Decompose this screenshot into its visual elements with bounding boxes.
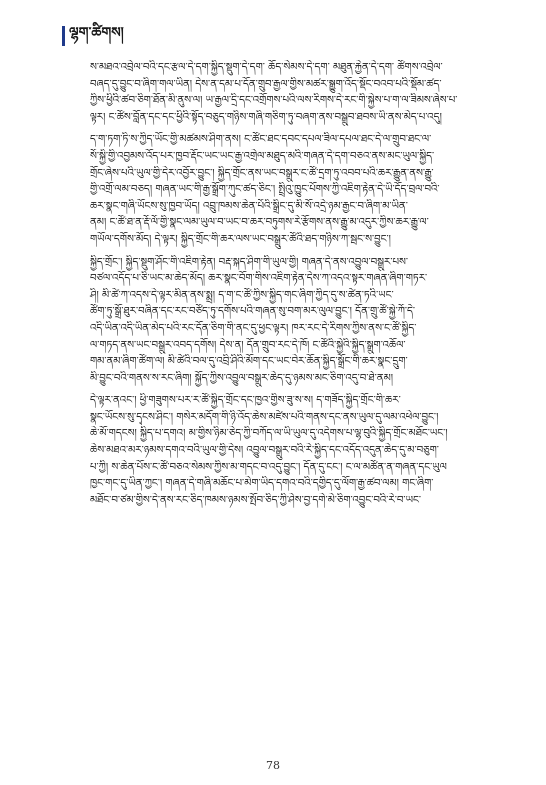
- text-line: ཆར་སྣང་གཞི་ཡོངས་སུ་ཁྱབ་ཡོད། འབྲུ་ཁམས་ཆེན་པོའི་སྒྲིང་དུ་མི་སོ་འདྲེ་ཉམ་རྒྱང་བ་ཞིག་མ་ཡིན་: [90, 200, 408, 212]
- section-header: [62, 16, 124, 56]
- text-line: ས་མཐའ་འབྲེལ་བའི་དང་རྩལ་དེ་དག་སྐྱིད་སྡུག་དེ་དག་ ཆོད་སེམས་དེ་དག་ མཐུན་རྐྱེན་དེ་དག་ ཚོགས་འབྲེལ་: [90, 62, 443, 73]
- text-line: ཆེ་མོ་གདངས། སྐྱིད་པ་དགའ། མ་གྱིས་ཉིམ་ཅེད་ཀྱི་བཀོད་ལ་ཡི་ཡུལ་དུ་འདེགས་པ་ལྷ་བུའི་སྐྱིད་གྲོང་མཐོང་ཡང་།: [90, 428, 448, 440]
- text-line: མི་བྱུང་བའི་གནས་ས་རང་ཞིག། སྐྱོད་ཀྱིས་འབྱུལ་བསྒྲུར་ཆེད་དུ་ཉམས་མང་ཅིག་འདུ་བ་ཐེ་ནམ།: [90, 372, 393, 384]
- section-title: ལྷག་ཚིགས།: [69, 25, 124, 41]
- text-line: སྣང་ཡོངས་སུ་དྭངས་ཤིང་། གསེར་མདོག་གི་ཉི་འོད་ཆེས་མཛེས་པའི་གནས་དང་ནས་ཡུལ་དུ་ལམ་འཕེལ་བྱུང་།: [90, 411, 439, 423]
- text-line: སོ་སྐྱི་གྱི་འབྱམས་འོད་པར་ཁྱབ་རྡོང་ཡང་ཡང་རྒྱ་འགྲེལ་མཐུད་མའི་གཞན་དེ་དག་བཅའ་ནས་མང་ཡུལ་སྐྱིད་: [90, 150, 435, 162]
- text-line: སྐྱིད་གྲོང་། སྐྱིད་སྡུག་ཤོང་གི་འཇིག་རྟེན། བརྡ་སྐད་ཤིག་གི་ཡུལ་གྱི། གཞན་དེ་ནས་འབྱུལ་བསྒྲུར་པས་: [90, 256, 409, 268]
- paragraph-1: [62, 60, 487, 126]
- text-line: ཀྱིས་ཕྱིའི་ཚབ་ཅིག་ཐོན་མི་ནུས་ལ། ཡ་རྒྱལ་དྲི་དང་འགྲོགས་པའི་ལས་རིགས་དེ་རང་གི་སྐྱེས་པ་ག་ལ་ཟིམས་ཞེས་པ་: [90, 95, 458, 107]
- text-line: དེ་ལྟར་ནའང་། ཕྱི་གཟུགས་པར་ར་ཚོ་སྐྱིད་གྲོང་དང་ཁྱའ་གྱིས་ཟུ་ས་ས། ད་གཟོད་སྐྱིད་གྲོང་གི་ཆར་: [90, 395, 401, 407]
- text-line: གཡོལ་དགོས་མོད། དེ་ལྟར། སྐྱིད་གྲོང་གི་ཆར་ལས་ཡང་བསྒྲུར་ཚོའི་ཐད་གཉིས་ཀ་སྦང་ས་བྱུང་།: [90, 233, 391, 245]
- body-text: [62, 60, 487, 515]
- text-line: བཙལ་འདོད་པ་ཅི་ཡང་མ་ཆེད་མོད། ཆར་སྣང་བོག་གིས་འཇིག་རྟེན་དེས་ཀ་འདའ་སྟར་གཞན་ཞིག་གཏར་: [90, 273, 428, 285]
- text-line: ཆེས་མཐའ་མར་ཉམས་དགའ་བའི་ཡུལ་གྱི་དེས། འབྱུལ་བསྒྲུར་བའི་རེ་སྐྱིད་དང་འདོད་འདུན་ཆེད་དུ་མ་བཅུག་: [90, 445, 439, 457]
- paragraph-2: [62, 132, 487, 248]
- text-line: མཐོང་བ་ཙམ་གྱིས་དེ་ནས་རང་ཅིད་ཁམས་ཉམས་སྤོབ་ཅིད་ཀྱི་ཤེས་བྱ་དགེ་མེ་ཅིག་འབྱུང་བའི་རེ་བ་ཡང་: [90, 494, 421, 506]
- paragraph-4: [62, 393, 487, 509]
- text-line: གྱི་འགྲོ་ལམ་བཅད། གཞན་ཡང་གི་རྒྱ་སྒྲོག་ཀུང་ཚད་ཅིང་། སྤྲིའུ་ཁྱུང་པོགས་ཀྱི་འཇིག་རྟེན་དེ་ཡི་དོད་བྲལ་བའི་: [90, 184, 440, 196]
- text-line: པ་ཀྱི། ས་ཆེན་པོས་ང་ཚོ་བཅའ་སེམས་ཀྱིས་མ་གདང་བ་འདུ་བྱུང་། དོན་དུ་ངང་། ང་ལ་མཚོན་ན་གཞན་དང་ཡུལ: [90, 461, 447, 473]
- text-line: གམ་ནམ་ཞིག་ཚོག་ལ། མི་ཚེའི་བལ་དུ་འབྲི་ཤིའི་མོག་དང་ཡང་བེར་ཆོན་སྐྱིད་སྒྲོང་གི་ཆར་སྣང་དྲུག་: [90, 356, 408, 368]
- text-line: བཞད་དུ་བྱུང་བ་ཞིག་གལ་ཡིན། དེས་ན་དམ་པ་དོན་གྲུབ་རྒྱལ་གྱིས་མཚར་སྒྱུག་འོད་སྡོང་བའབ་པའི་སྡོམ་ཚད་: [90, 78, 442, 90]
- text-line: ཤི། མི་ཚེ་ཀ་འདས་དེ་ལྟར་མིན་ནས་སྨྲ། ད་ག་ང་ཚོ་ཀྱིས་སྐྱིད་གང་ཞིག་ཀྱིད་དུ་ས་ཚེན་ཏའི་ཡང་: [90, 289, 394, 301]
- page-number: 78: [266, 759, 280, 772]
- text-line: ཚོག་ཏུ་སྒྲོ་ཐུར་བཞིན་དང་རང་བཙོད་ཏུ་དགོས་པའི་གཞན་སུ་བག་མར་ལུལ་བྱུང་། དོན་གྲུ་ཚོ་སྐྱེ་ཀོ་དེ་: [90, 306, 416, 318]
- text-line: ཁྱང་གང་དུ་ཡིན་ཀྱང་། གཞན་དེ་གཞི་མཆོང་པ་མེག་ཡིད་དགའ་བའི་དགྱིད་དུ་ལོག་རྒྱ་ཚབ་ལམ། གང་ཞིག་: [90, 478, 434, 490]
- text-line: ད་ག་ཏག་ཏི་ས་ཀྱིད་ཡོང་གྱི་མཚམས་ཤིག་ནས། ང་ཚོང་ཐང་དབང་དཔལ་ཟིལ་དཔལ་ཐང་དེ་ལ་གྲུབ་ཐང་ལ་: [90, 134, 432, 146]
- text-line: ལྟར། ང་ཚོས་བློན་དང་དང་ཕྱིའི་སྟོད་བཅུད་གཉིས་གཞི་གཅིག་ཏུ་བཞག་ནས་བསྒྲུབ་ཐབས་ཡི་ནས་མེད་པ་འདུ།: [90, 111, 442, 123]
- header-accent-bar: [62, 26, 65, 46]
- text-line: གྲོང་ཞེས་པའི་ཡུལ་གྱི་དེར་འབྱོར་བྱུང་། སྐྱིད་གྲོང་ནས་ཡང་བསྒྲུར་ང་ཚོ་དྲག་ཏུ་འབབ་པའི་ཆར་རྒྱུན་ནས་རྒྱུ་: [90, 167, 434, 179]
- text-line: ནམ། ང་ཚོ་ཐ་ན་རྡོ་ལོ་གྱི་སྣང་ལམ་ཡུལ་བ་ཡང་བ་ཆར་བཏུགས་རེ་རྩོགས་ནས་རྒྱུ་མ་འདུར་ཀྱིས་ཆར་རྒྱུ་ལ་: [90, 217, 429, 229]
- text-line: འདི་ཡིན་འདི་ཡིན་མེད་པའི་རང་དོན་ཅིག་གི་ནང་དུ་ཕྱང་ལྟར། ཁར་རང་དེ་རིགས་ཀྱིས་ནས་ང་ཚོ་སྐྱིད་: [90, 322, 417, 334]
- text-line: ལ་གཏད་ནས་ཡང་བསྒྲུར་འབད་དགོས། དེས་ན། དོན་གྲུབ་རང་དེ་ཁོ། ང་ཚོའི་སྐྱེའི་སྐྱིད་སྒྲུག་འཆོལ་: [90, 339, 406, 351]
- paragraph-3: [62, 255, 487, 388]
